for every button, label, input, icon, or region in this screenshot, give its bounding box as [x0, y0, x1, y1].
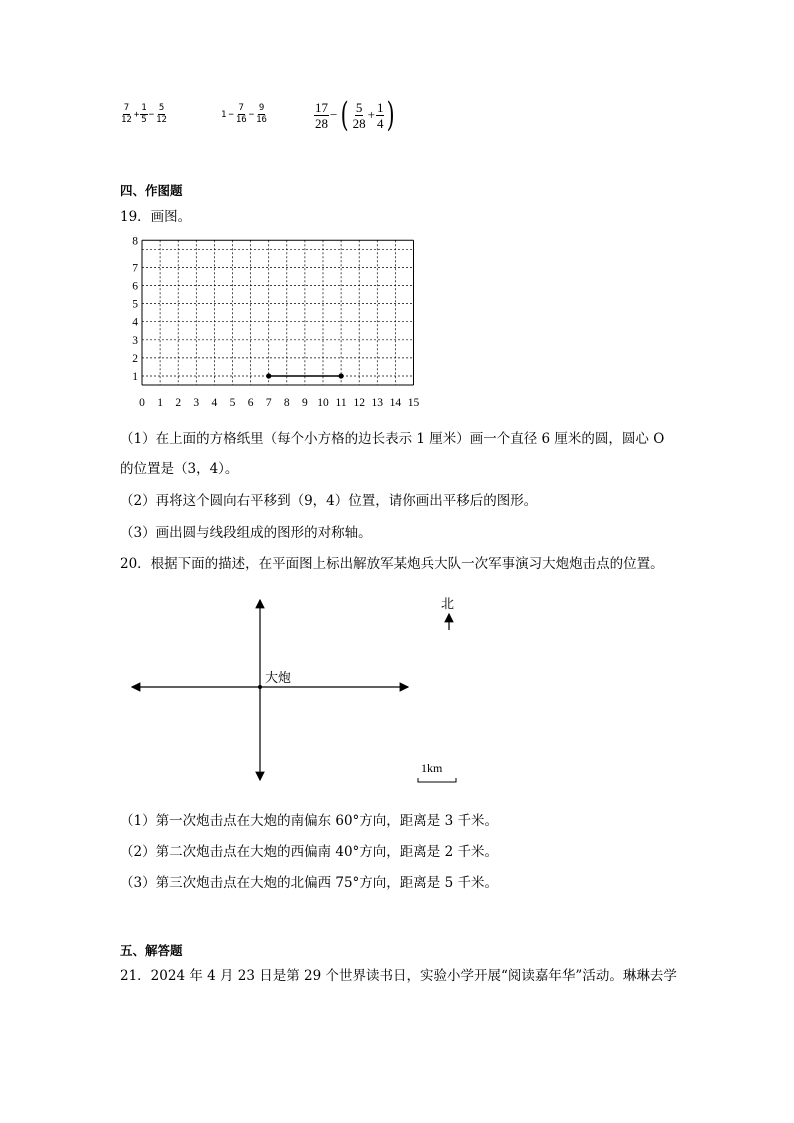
fraction: $\frac{1}{5}$ [141, 103, 147, 125]
q20-part2: （2）第二次炮击点在大炮的西偏南 40°方向，距离是 2 千米。 [120, 844, 498, 860]
y-tick-label: 3 [132, 334, 138, 347]
scale-label: 1km [421, 761, 443, 775]
scale-bar [418, 778, 456, 782]
y-tick-label: 8 [132, 236, 138, 248]
q20-part3: （3）第三次炮击点在大炮的北偏西 75°方向，距离是 5 千米。 [120, 875, 498, 891]
expression-2: 1 − $\frac{7}{16}$ − $\frac{9}{16}$ [221, 103, 267, 125]
y-tick-label: 5 [132, 298, 138, 311]
compass-diagram [120, 590, 480, 790]
x-axis-labels [139, 397, 419, 409]
q19-part3: （3）画出圆与线段组成的图形的对称轴。 [120, 525, 372, 541]
segment-endpoint [339, 373, 344, 378]
y-tick-label: 2 [132, 352, 138, 365]
cannon-label: 大炮 [265, 670, 292, 685]
x-tick-label: 15 [407, 397, 420, 409]
y-tick-label: 4 [132, 316, 138, 329]
x-tick-label: 11 [335, 397, 347, 409]
x-tick-label: 4 [211, 397, 218, 409]
x-tick-label: 8 [283, 397, 290, 409]
x-tick-label: 5 [229, 397, 236, 409]
fraction: $\frac{17}{28}$ [315, 99, 328, 131]
x-tick-label: 0 [139, 397, 145, 409]
x-tick-label: 13 [371, 397, 384, 409]
fraction: $\frac{5}{28}$ [352, 99, 366, 131]
fraction: $\frac{5}{12}$ [156, 103, 167, 125]
y-tick-label: 6 [132, 280, 138, 293]
x-tick-label: 6 [247, 397, 254, 409]
x-tick-label: 12 [353, 397, 365, 409]
x-tick-label: 10 [317, 397, 329, 409]
y-tick-label: 7 [132, 262, 138, 275]
x-tick-label: 1 [157, 397, 163, 409]
grid-lines [142, 240, 414, 385]
x-tick-label: 9 [302, 397, 308, 409]
section-heading: 五、解答题 [120, 943, 183, 958]
grid-figure [120, 236, 420, 414]
q20-part1: （1）第一次炮击点在大炮的南偏东 60°方向，距离是 3 千米。 [120, 813, 498, 829]
expression-1: $\frac{7}{12}$ + $\frac{1}{5}$ − $\frac{5}{12}$ [121, 103, 167, 125]
fraction: $\frac{7}{12}$ [121, 103, 132, 125]
y-tick-label: 1 [132, 371, 138, 383]
cannon-point [258, 685, 262, 689]
x-tick-label: 7 [265, 397, 272, 409]
expression-3: $\frac{17}{28}$ − ( $\frac{5}{28}$ + $\frac{1}{4}$ ) [315, 95, 396, 135]
q19-part2: （2）再将这个圆向右平移到（9，4）位置，请你画出平移后的图形。 [120, 493, 538, 509]
fraction: $\frac{1}{4}$ [376, 99, 384, 131]
fraction: $\frac{7}{16}$ [235, 103, 247, 125]
segment-endpoint [266, 373, 271, 378]
north-label: 北 [441, 597, 455, 612]
question-19-title: 19．画图。 [120, 209, 192, 225]
y-axis-labels [132, 236, 138, 383]
q19-part1-a: （1）在上面的方格纸里（每个小方格的边长表示 1 厘米）画一个直径 6 厘米的圆，圆心 O [120, 431, 665, 447]
x-tick-label: 14 [389, 397, 402, 409]
question-21-text: 21．2024 年 4 月 23 日是第 29 个世界读书日，实验小学开展“阅读嘉年华”活动。琳琳去学 [120, 968, 677, 984]
question-20-title: 20．根据下面的描述，在平面图上标出解放军某炮兵大队一次军事演习大炮炮击点的位置。 [120, 556, 664, 572]
x-tick-label: 3 [193, 397, 200, 409]
q19-part1-b: 的位置是（3，4）。 [120, 461, 239, 477]
x-tick-label: 2 [175, 397, 182, 409]
fraction: $\frac{9}{16}$ [256, 103, 267, 125]
section-heading: 四、作图题 [120, 183, 183, 198]
